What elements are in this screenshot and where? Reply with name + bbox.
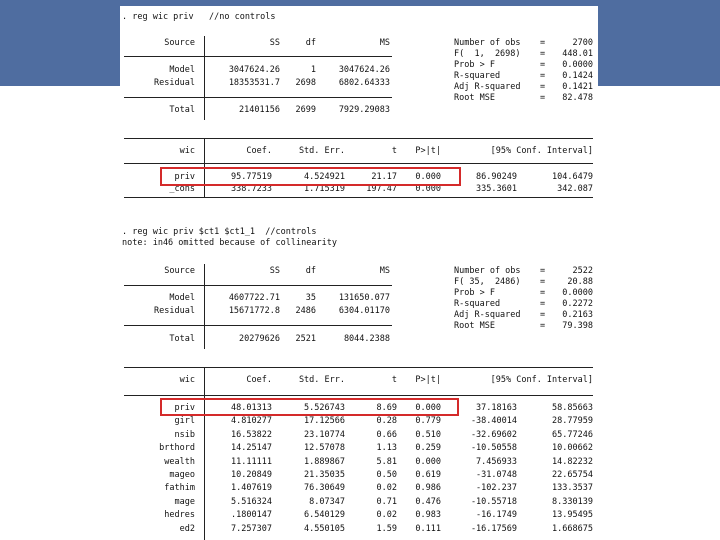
coef-cell: wealth: [164, 456, 195, 467]
fit-stat-label: F( 35, 2486): [454, 277, 521, 287]
fit-stat-value: 0.2272: [562, 299, 593, 309]
coef-cell: 0.50: [376, 470, 397, 480]
coef-cell: 0.510: [415, 429, 441, 440]
anova-cell: 21401156: [239, 105, 280, 115]
anova-cell: 3047624.26: [228, 65, 280, 75]
fit-stat-equals: =: [540, 299, 546, 309]
coef-cell: -10.55718: [470, 496, 517, 507]
coef-cell: 23.10774: [304, 429, 345, 440]
coef-cell: -16.17569: [470, 523, 517, 534]
coef-cell: 21.17: [371, 172, 397, 182]
fit-stat-equals: =: [540, 82, 546, 92]
note-line: note: in46 omitted because of collinearity: [122, 238, 337, 248]
coef-cell: 1.715319: [304, 184, 345, 194]
stata-output-page: [120, 6, 598, 540]
coef-header: wic: [179, 375, 195, 385]
coef-cell: 17.12566: [304, 416, 345, 427]
coef-cell: 14.82232: [552, 456, 593, 467]
coef-cell: -31.0748: [476, 470, 517, 480]
anova-cell: 1: [310, 65, 316, 75]
coef-cell: 12.57078: [304, 443, 345, 454]
coef-cell: .1800147: [231, 510, 272, 521]
anova-rule: [124, 285, 392, 286]
priv-row-highlight: [160, 167, 461, 186]
anova-cell: Total: [169, 334, 195, 344]
fit-stat-equals: =: [540, 60, 546, 70]
coef-cell: 10.00662: [552, 443, 593, 454]
anova-cell: 15671772.8: [228, 306, 280, 316]
coef-header: wic: [179, 146, 195, 156]
coef-cell: 5.526743: [304, 403, 345, 413]
command-line: . reg wic priv $ct1 $ct1_1 //controls: [122, 227, 317, 237]
coef-cell: _cons: [169, 184, 195, 194]
coef-header: Coef.: [246, 146, 272, 156]
coef-cell: 5.81: [376, 456, 397, 467]
fit-stat-label: Prob > F: [454, 60, 495, 70]
coef-header: P>|t|: [415, 375, 441, 385]
anova-cell: 6304.01170: [338, 306, 390, 316]
coef-cell: 7.257307: [231, 523, 272, 534]
coef-cell: 133.3537: [552, 483, 593, 494]
anova-cell: Model: [169, 293, 195, 303]
fit-stat-equals: =: [540, 310, 546, 320]
coef-cell: 0.000: [415, 184, 441, 194]
fit-stat-value: 0.0000: [562, 288, 593, 298]
coef-cell: -38.40014: [470, 416, 517, 427]
coef-cell: 11.11111: [231, 456, 272, 467]
coef-cell: 1.889867: [304, 456, 345, 467]
fit-stat-label: R-squared: [454, 299, 501, 309]
coef-cell: 14.25147: [231, 443, 272, 454]
fit-stat-equals: =: [540, 71, 546, 81]
coef-cell: 0.983: [415, 510, 441, 521]
fit-stat-label: F( 1, 2698): [454, 49, 521, 59]
fit-stat-value: 20.88: [567, 277, 593, 287]
anova-cell: 3047624.26: [338, 65, 390, 75]
anova-rule: [124, 56, 392, 57]
coef-cell: 37.18163: [476, 403, 517, 413]
coef-cell: 65.77246: [552, 429, 593, 440]
coef-cell: nsib: [174, 429, 195, 440]
anova-cell: 8044.2388: [343, 334, 390, 344]
coef-cell: 0.779: [415, 416, 441, 427]
coef-cell: 0.28: [376, 416, 397, 427]
coef-cell: 95.77519: [231, 172, 272, 182]
fit-stat-label: Root MSE: [454, 321, 495, 331]
anova-header: MS: [379, 266, 390, 276]
coef-cell: 22.65754: [552, 470, 593, 480]
coef-cell: hedres: [164, 510, 195, 521]
coef-cell: 58.85663: [552, 403, 593, 413]
anova-cell: 2521: [295, 334, 316, 344]
fit-stat-value: 0.1424: [562, 71, 593, 81]
coef-header: [95% Conf. Interval]: [490, 146, 593, 156]
fit-stat-equals: =: [540, 288, 546, 298]
coef-cell: 0.000: [415, 172, 441, 182]
anova-cell: 6802.64333: [338, 78, 390, 88]
coef-cell: 0.000: [415, 403, 441, 413]
coef-cell: 4.810277: [231, 416, 272, 427]
coef-cell: 48.01313: [231, 403, 272, 413]
coef-header: [95% Conf. Interval]: [490, 375, 593, 385]
coef-cell: ed2: [179, 523, 195, 534]
coef-cell: 0.476: [415, 496, 441, 507]
anova-header: MS: [379, 38, 390, 48]
coef-header: Std. Err.: [298, 146, 345, 156]
coef-cell: 0.619: [415, 470, 441, 480]
coef-cell: 0.000: [415, 456, 441, 467]
coef-cell: fathim: [164, 483, 195, 494]
coef-cell: 0.986: [415, 483, 441, 494]
anova-rule: [124, 97, 392, 98]
coef-cell: 8.330139: [552, 496, 593, 507]
coef-cell: 104.6479: [552, 172, 593, 182]
coef-cell: 76.30649: [304, 483, 345, 494]
fit-stat-equals: =: [540, 93, 546, 103]
command-line: . reg wic priv //no controls: [122, 12, 276, 22]
fit-stat-value: 0.1421: [562, 82, 593, 92]
coef-cell: 4.524921: [304, 172, 345, 182]
fit-stat-label: R-squared: [454, 71, 501, 81]
coef-header: P>|t|: [415, 146, 441, 156]
anova-cell: 7929.29083: [338, 105, 390, 115]
coef-rule: [124, 197, 593, 198]
anova-cell: Residual: [154, 78, 195, 88]
coef-cell: 1.13: [376, 443, 397, 454]
anova-cell: 20279626: [239, 334, 280, 344]
fit-stat-equals: =: [540, 277, 546, 287]
coef-cell: 86.90249: [476, 172, 517, 182]
coef-cell: 342.087: [557, 184, 593, 194]
fit-stat-label: Prob > F: [454, 288, 495, 298]
anova-cell: 131650.077: [338, 293, 390, 303]
coef-cell: 16.53822: [231, 429, 272, 440]
coef-cell: 8.07347: [309, 496, 345, 507]
anova-header: df: [305, 266, 316, 276]
coef-rule: [124, 138, 593, 139]
coef-cell: 21.35035: [304, 470, 345, 480]
anova-header: Source: [164, 38, 195, 48]
anova-cell: Residual: [154, 306, 195, 316]
coef-cell: 1.59: [376, 523, 397, 534]
coef-separator: [204, 367, 205, 540]
fit-stat-equals: =: [540, 49, 546, 59]
anova-cell: 2699: [295, 105, 316, 115]
anova-cell: 4607722.71: [228, 293, 280, 303]
coef-cell: 335.3601: [476, 184, 517, 194]
coef-cell: 0.259: [415, 443, 441, 454]
fit-stat-value: 0.2163: [562, 310, 593, 320]
coef-header: t: [391, 375, 397, 385]
coef-cell: 8.69: [376, 403, 397, 413]
fit-stat-label: Number of obs: [454, 38, 521, 48]
coef-cell: 338.7233: [231, 184, 272, 194]
coef-rule: [124, 395, 593, 396]
coef-cell: 6.540129: [304, 510, 345, 521]
anova-header: SS: [269, 266, 280, 276]
coef-header: Std. Err.: [298, 375, 345, 385]
coef-cell: girl: [174, 416, 195, 427]
anova-cell: 2486: [295, 306, 316, 316]
coef-cell: -102.237: [476, 483, 517, 494]
anova-cell: 2698: [295, 78, 316, 88]
coef-cell: -32.69602: [470, 429, 517, 440]
fit-stat-value: 448.01: [562, 49, 593, 59]
coef-header: t: [391, 146, 397, 156]
coef-cell: 1.407619: [231, 483, 272, 494]
coef-cell: 10.20849: [231, 470, 272, 480]
fit-stat-equals: =: [540, 266, 546, 276]
coef-rule: [124, 163, 593, 164]
coef-cell: 197.47: [366, 184, 397, 194]
anova-header: df: [305, 38, 316, 48]
fit-stat-label: Number of obs: [454, 266, 521, 276]
coef-cell: 0.71: [376, 496, 397, 507]
coef-cell: 0.111: [415, 523, 441, 534]
coef-cell: 0.66: [376, 429, 397, 440]
coef-cell: mage: [174, 496, 195, 507]
fit-stat-value: 2700: [572, 38, 593, 48]
anova-header: Source: [164, 266, 195, 276]
fit-stat-label: Adj R-squared: [454, 82, 521, 92]
coef-cell: priv: [174, 172, 195, 182]
coef-rule: [124, 367, 593, 368]
fit-stat-label: Adj R-squared: [454, 310, 521, 320]
fit-stat-value: 79.398: [562, 321, 593, 331]
fit-stat-value: 0.0000: [562, 60, 593, 70]
coef-cell: brthord: [159, 443, 195, 454]
coef-cell: 0.02: [376, 510, 397, 521]
priv-row-highlight: [160, 398, 459, 416]
anova-cell: Model: [169, 65, 195, 75]
anova-cell: Total: [169, 105, 195, 115]
fit-stat-label: Root MSE: [454, 93, 495, 103]
coef-header: Coef.: [246, 375, 272, 385]
anova-separator: [204, 36, 205, 120]
anova-rule: [124, 325, 392, 326]
coef-cell: -10.50558: [470, 443, 517, 454]
fit-stat-equals: =: [540, 321, 546, 331]
anova-separator: [204, 264, 205, 349]
coef-cell: mageo: [169, 470, 195, 480]
coef-cell: priv: [174, 403, 195, 413]
fit-stat-value: 2522: [572, 266, 593, 276]
coef-cell: 4.550105: [304, 523, 345, 534]
coef-cell: 1.668675: [552, 523, 593, 534]
fit-stat-equals: =: [540, 38, 546, 48]
anova-header: SS: [269, 38, 280, 48]
anova-cell: 18353531.7: [228, 78, 280, 88]
coef-cell: -16.1749: [476, 510, 517, 521]
anova-cell: 35: [305, 293, 316, 303]
coef-cell: 0.02: [376, 483, 397, 494]
fit-stat-value: 82.478: [562, 93, 593, 103]
coef-cell: 28.77959: [552, 416, 593, 427]
coef-cell: 5.516324: [231, 496, 272, 507]
coef-cell: 7.456933: [476, 456, 517, 467]
coef-cell: 13.95495: [552, 510, 593, 521]
